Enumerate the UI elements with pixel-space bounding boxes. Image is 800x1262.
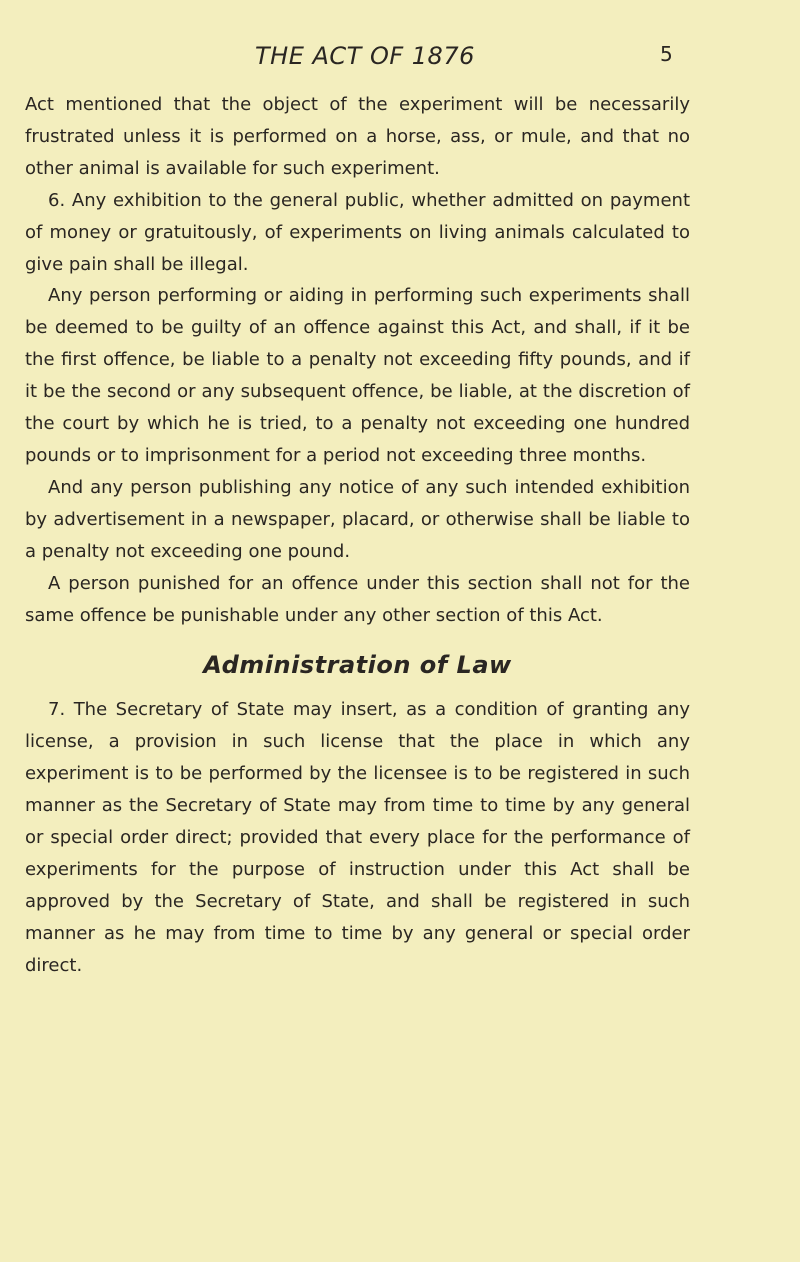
page-number: 5 [660, 42, 673, 66]
section-heading: Administration of Law [203, 651, 512, 680]
paragraph-continued: Act mentioned that the object of the experiment will be necessarily frustrated unless it is performed on a horse, ass, or mule, and that no other animal is available for such experiment. [25, 94, 690, 179]
paragraph-section-6: 6. Any exhibition to the general public, whether admitted on payment of money or gratuitously, of experiments on living animals calculated to give pain shall be illegal. [25, 189, 690, 275]
paragraph-penalty: Any person performing or aiding in performing such experiments shall be deemed to be guilty of an offence against this Act, and shall, if it be the first offence, be liable to a penalty not exceeding fifty pounds, and if it be the second or any subsequent offence, be liable, at the discretion of the court by which he is tried, to a penalty not exceeding one hundred pounds or to imprisonment for a period not exceeding three months. [25, 285, 690, 466]
body-text [25, 89, 690, 982]
running-head [0, 42, 800, 74]
paragraph-advertisement: And any person publishing any notice of any such intended exhibition by advertisement in a newspaper, placard, or otherwise shall be liable to a penalty not exceeding one pound. [25, 476, 690, 562]
running-title: THE ACT OF 1876 [255, 42, 475, 70]
paragraph-same-offence: A person punished for an offence under this section shall not for the same offence be punishable under any other section of this Act. [25, 572, 690, 626]
paragraph-section-7: 7. The Secretary of State may insert, as a condition of granting any license, a provision in such license that the place in which any experiment is to be performed by the licensee is to be registered in such manner as the Secretary of State may from time to time by any general or special order direct; provided that every place for the performance of experiments for the purpose of instruction under this Act shall be approved by the Secretary of State, and shall be registered in such manner as he may from time to time by any general or special order direct. [25, 699, 690, 976]
